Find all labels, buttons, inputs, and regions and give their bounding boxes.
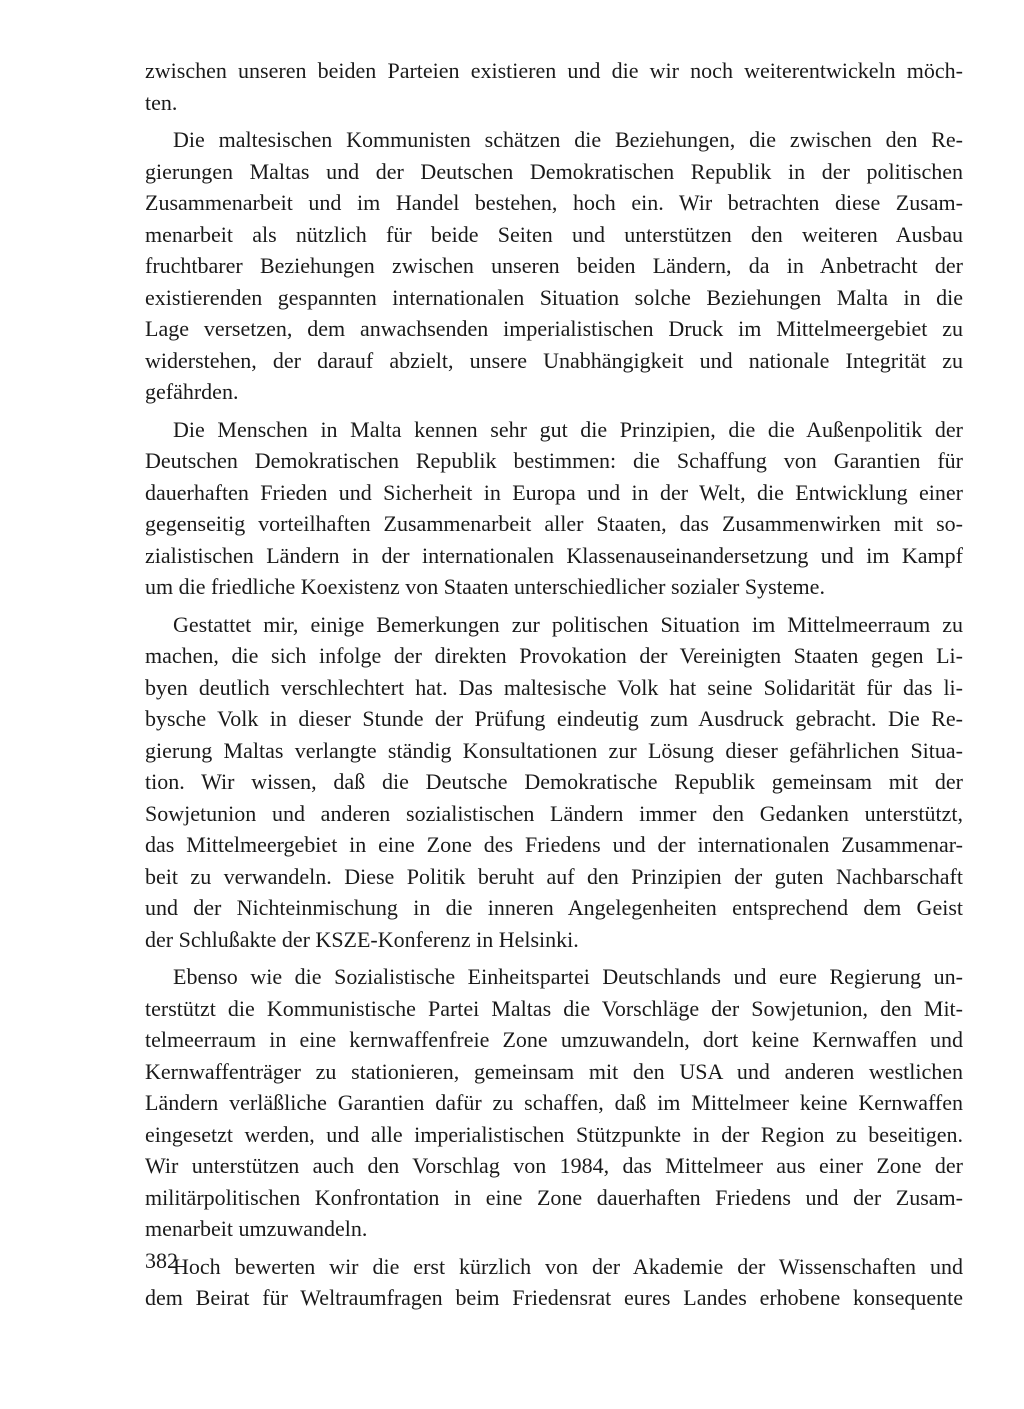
text-line: ten. (145, 89, 178, 115)
paragraph (145, 961, 963, 1245)
text-line: gierungen Maltas und der Deutschen Demokratischen Republik in der politischen (145, 158, 963, 184)
text-line: widerstehen, der darauf abzielt, unsere Unabhängigkeit und nationale Integrität zu (145, 347, 963, 373)
text-line: Ebenso wie die Sozialistische Einheitspartei Deutschlands und eure Regierung un- (173, 964, 963, 989)
paragraph (145, 609, 963, 956)
text-line: beit zu verwandeln. Diese Politik beruht auf den Prinzipien der guten Nachbarschaft (145, 863, 963, 889)
text-line: machen, die sich infolge der direkten Provokation der Vereinigten Staaten gegen Li- (145, 643, 963, 668)
text-line: menarbeit umzuwandeln. (145, 1216, 368, 1241)
paragraph (145, 55, 963, 118)
paragraph (145, 414, 963, 603)
text-line: um die friedliche Koexistenz von Staaten unterschiedlicher sozialer Systeme. (145, 574, 825, 599)
text-line: dem Beirat für Weltraumfragen beim Friedensrat eures Landes erhobene konsequente (145, 1285, 963, 1310)
text-line: Wir unterstützen auch den Vorschlag von 1984, das Mittelmeer aus einer Zone der (145, 1153, 963, 1178)
text-line: der Schlußakte der KSZE-Konferenz in Helsinki. (145, 926, 579, 952)
text-line: tion. Wir wissen, daß die Deutsche Demokratische Republik gemeinsam mit der (145, 769, 963, 794)
text-line: Deutschen Demokratischen Republik bestimmen: die Schaffung von Garantien für (145, 448, 963, 473)
text-line: gierung Maltas verlangte ständig Konsultationen zur Lösung dieser gefährlichen Situa- (145, 737, 963, 763)
text-line: Kernwaffenträger zu stationieren, gemeinsam mit den USA und anderen westlichen (145, 1058, 963, 1084)
text-line: zwischen unseren beiden Parteien existieren und die wir noch weiterentwickeln möch- (145, 58, 963, 83)
text-line: terstützt die Kommunistische Partei Maltas die Vorschläge der Sowjetunion, den Mit- (145, 995, 963, 1021)
body-text (145, 55, 963, 1314)
text-line: gefährden. (145, 379, 239, 404)
text-line: Hoch bewerten wir die erst kürzlich von der Akademie der Wissenschaften und (173, 1253, 963, 1279)
text-line: zialistischen Ländern in der internationalen Klassenauseinandersetzung und im Kampf (145, 542, 963, 568)
paragraph (145, 124, 963, 408)
text-line: und der Nichteinmischung in die inneren Angelegenheiten entsprechend dem Geist (145, 895, 963, 920)
text-line: telmeerraum in eine kernwaffenfreie Zone umzuwandeln, dort keine Kernwaffen und (145, 1027, 963, 1052)
text-line: menarbeit als nützlich für beide Seiten und unterstützen den weiteren Ausbau (145, 221, 963, 247)
paragraph (145, 1251, 963, 1314)
text-line: Zusammenarbeit und im Handel bestehen, hoch ein. Wir betrachten diese Zusam- (145, 190, 963, 215)
text-line: byen deutlich verschlechtert hat. Das maltesische Volk hat seine Solidarität für das li- (145, 674, 963, 700)
text-line: Die maltesischen Kommunisten schätzen die Beziehungen, die zwischen den Re- (173, 127, 963, 152)
text-line: Ländern verläßliche Garantien dafür zu schaffen, daß im Mittelmeer keine Kernwaffen (145, 1090, 963, 1115)
text-line: fruchtbarer Beziehungen zwischen unseren beiden Ländern, da in Anbetracht der (145, 253, 963, 278)
page-number: 382 (145, 1248, 178, 1273)
text-line: gegenseitig vorteilhaften Zusammenarbeit aller Staaten, das Zusammenwirken mit so- (145, 511, 963, 536)
text-line: militärpolitischen Konfrontation in eine Zone dauerhaften Friedens und der Zusam- (145, 1184, 963, 1210)
text-line: dauerhaften Frieden und Sicherheit in Europa und in der Welt, die Entwicklung einer (145, 479, 963, 505)
text-line: Gestattet mir, einige Bemerkungen zur politischen Situation im Mittelmeerraum zu (173, 611, 963, 637)
text-line: Sowjetunion und anderen sozialistischen Ländern immer den Gedanken unterstützt, (145, 800, 963, 826)
text-line: Die Menschen in Malta kennen sehr gut die Prinzipien, die die Außenpolitik der (173, 416, 963, 442)
text-line: Lage versetzen, dem anwachsenden imperialistischen Druck im Mittelmeergebiet zu (145, 316, 963, 341)
text-line: bysche Volk in dieser Stunde der Prüfung eindeutig zum Ausdruck gebracht. Die Re- (145, 706, 963, 731)
text-line: existierenden gespannten internationalen Situation solche Beziehungen Malta in die (145, 284, 963, 310)
text-line: eingesetzt werden, und alle imperialistischen Stützpunkte in der Region zu beseitigen. (145, 1121, 963, 1147)
text-line: das Mittelmeergebiet in eine Zone des Friedens und der internationalen Zusammenar- (145, 832, 963, 857)
